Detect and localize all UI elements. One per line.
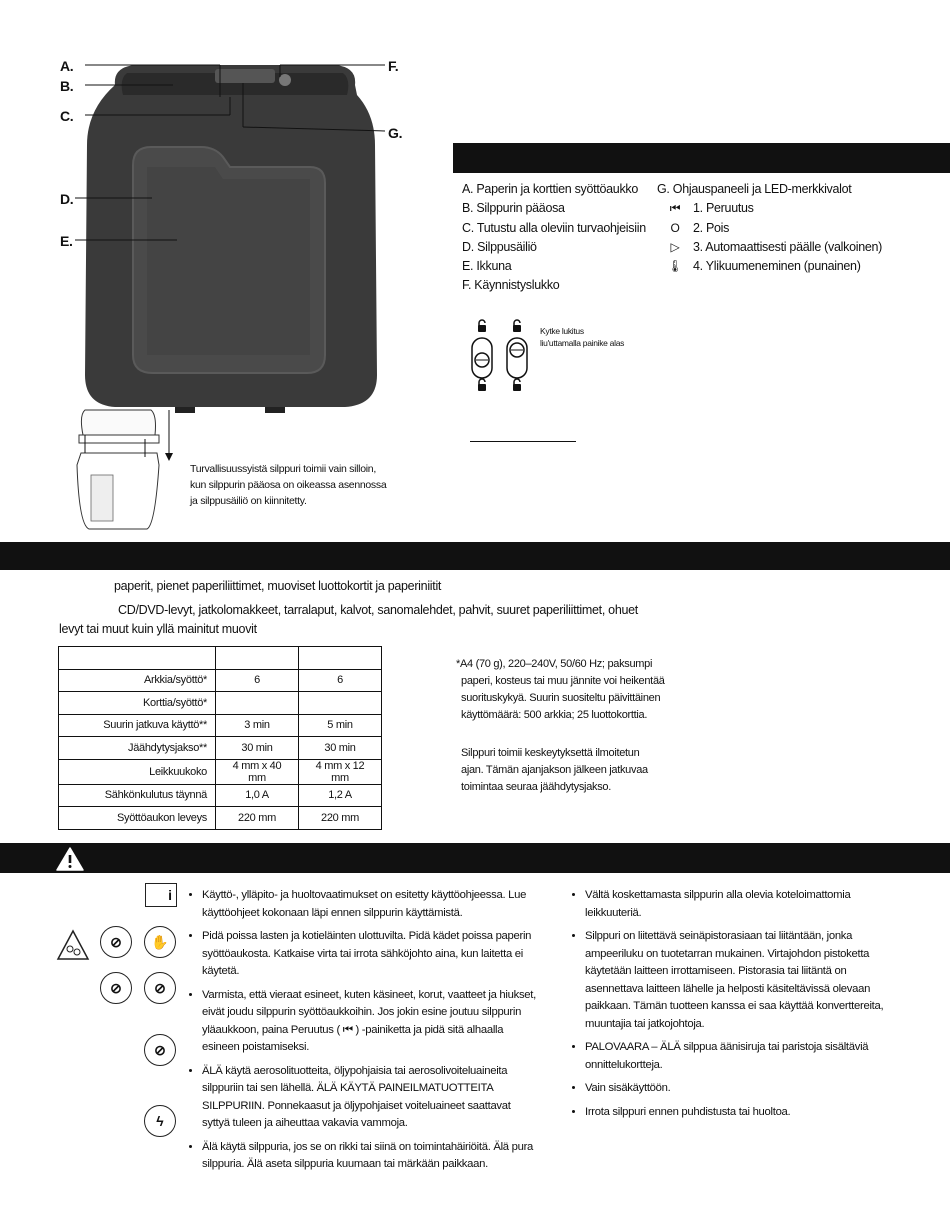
no-children-icon: ⊘: [100, 926, 132, 958]
no-aerosol-icon: ⊘: [144, 1034, 176, 1066]
spec-row: Syöttöaukon leveys 220 mm 220 mm: [59, 807, 382, 830]
control-auto-on: ▷ 3. Automaattisesti päälle (valkoinen): [657, 238, 882, 257]
control-panel-list: [657, 180, 882, 276]
spec-table: [58, 646, 382, 830]
warnings-header-bar: [0, 843, 950, 873]
thermometer-icon: 🌡: [667, 259, 683, 274]
lock-instructions: Kytke lukitus liu'uttamalla painike alas: [540, 326, 625, 348]
safety-note: Turvallisuussyistä silppuri toimii vain silloin, kun silppurin pääosa on oikeassa asennossa ja silppusäiliö on kiinnitetty.: [190, 463, 387, 507]
part-a: A. Paperin ja korttien syöttöaukko: [462, 182, 639, 196]
footnote-double-star: Silppuri toimii keskeytyksettä ilmoitetun ajan. Tämän ajanjakson jälkeen jatkuvaa toimintaa seuraa jäähdytysjakso.: [461, 747, 648, 793]
warning-item: • Irrota silppuri ennen puhdistusta tai huoltoa.: [585, 1104, 904, 1122]
spec-row: Leikkuukoko 4 mm x 40 mm 4 mm x 12 mm: [59, 759, 382, 784]
spec-row: Sähkönkulutus täynnä 1,0 A 1,2 A: [59, 784, 382, 807]
part-g: G. Ohjauspaneeli ja LED-merkkivalot: [657, 182, 852, 196]
callout-d: D.: [60, 191, 74, 207]
warnings-right: [569, 887, 904, 1127]
spec-row: Korttia/syöttö*: [59, 692, 382, 715]
shreds-line-1: paperit, pienet paperiliittimet, muoviset luottokortit ja paperiniitit: [114, 579, 442, 593]
specs-header-bar: [0, 542, 950, 570]
no-tie-icon: ⊘: [144, 972, 176, 1004]
part-c: C. Tutustu alla oleviin turvaohjeisiin: [462, 220, 646, 235]
warning-item: • ÄLÄ käytä aerosolituotteita, öljypohjaisia tai aerosolivoiteluaineita silppuriin tai sen lähellä. ÄLÄ KÄYTÄ PAINEILMATUOTTEITA SILPPURIIN. Ponnekaasut ja öljypohjaiset voiteluaineet saattavat syttyä tuleen ja aiheuttaa vakavia vammoja.: [202, 1063, 541, 1133]
warning-item: • Silppuri on liitettävä seinäpistorasiaan tai liitäntään, jonka ampeeriluku on tuotetarran mukainen. Virtajohdon pistoketta käytetään laitteen irrottamiseen. Pistorasia tai liitäntä on asennettava laitteen lähelle ja helposti käsiteltävissä olevaan paikkaan. Tämän tuotteen kanssa ei saa käyttää konverttereita, muuntajia tai jatkojohtoja.: [585, 928, 904, 1033]
footnote-star: *A4 (70 g), 220–240V, 50/60 Hz; paksumpi paperi, kosteus tai muu jännite voi heikentää suorituskykyä. Suurin suositeltu päivittäinen käyttömäärä: 500 arkkia; 25 luottokorttia.: [456, 658, 665, 721]
control-overheat: 🌡 4. Ylikuumeneminen (punainen): [657, 257, 882, 276]
part-f: F. Käynnistyslukko: [462, 278, 560, 293]
warning-item: • Varmista, että vieraat esineet, kuten käsineet, korut, vaatteet ja hiukset, eivät joudu silppurin syöttöaukkoihin. Jos jokin esine joutuu silppurin yläaukkoon, paina Peruutus ( ⏮ ) -painiketta ja pidä sitä alhaalla esineen poistamiseksi.: [202, 987, 541, 1057]
warning-item: • Vain sisäkäyttöön.: [585, 1080, 904, 1098]
warning-item: • Käyttö-, ylläpito- ja huoltovaatimukset on esitetty käyttöohjeessa. Lue käyttöohjeet kokonaan läpi ennen silppurin käyttämistä.: [202, 887, 541, 922]
part-e: E. Ikkuna: [462, 259, 512, 274]
play-icon: ▷: [670, 239, 680, 254]
control-off: O 2. Pois: [657, 219, 882, 238]
parts-list-left: [462, 180, 646, 296]
spec-row: Jäähdytysjakso** 30 min 30 min: [59, 737, 382, 760]
callout-c: C.: [60, 108, 74, 124]
warning-item: • PALOVAARA – ÄLÄ silppua äänisiruja tai paristoja sisältäviä onnittelukortteja.: [585, 1039, 904, 1074]
warning-item: • Älä käytä silppuria, jos se on rikki tai siinä on toimintahäiriöitä. Älä pura silppuria. Älä aseta silppuria kuumaan tai märkään paikkaan.: [202, 1139, 541, 1174]
callout-b: B.: [60, 78, 74, 94]
callout-f: F.: [388, 58, 399, 74]
spec-row: Suurin jatkuva käyttö** 3 min 5 min: [59, 714, 382, 737]
warnings-left: [186, 887, 541, 1180]
warning-item: • Vältä koskettamasta silppurin alla olevia koteloimattomia leikkuuteriä.: [585, 887, 904, 922]
no-hands-icon: ✋: [144, 926, 176, 958]
warning-triangle-icon: [55, 846, 85, 872]
electric-shock-icon: ϟ: [144, 1105, 176, 1137]
divider-rule: [470, 441, 576, 442]
warning-item: • Pidä poissa lasten ja kotieläinten ulottuvilta. Pidä kädet poissa paperin syöttöaukosta. Katkaise virta tai irrota sähköjohto aina, kun laitetta ei käytetä.: [202, 928, 541, 981]
control-reverse: ⏮ 1. Peruutus: [657, 199, 882, 218]
part-d: D. Silppusäiliö: [462, 239, 537, 254]
spec-header-row: [59, 647, 382, 670]
manual-icon: i: [145, 883, 177, 907]
no-hair-icon: ⊘: [100, 972, 132, 1004]
callout-e: E.: [60, 233, 73, 249]
off-icon: O: [670, 220, 680, 235]
callout-a: A.: [60, 58, 74, 74]
parts-header-bar: [453, 143, 950, 173]
not-shreds-line-1: CD/DVD-levyt, jatkolomakkeet, tarralaput, kalvot, sanomalehdet, pahvit, suuret paperiliittimet, ohuet: [118, 603, 638, 617]
sharp-blades-icon: [56, 928, 90, 962]
part-b: B. Silppurin pääosa: [462, 201, 565, 216]
lock-diagram: [468, 318, 538, 398]
callout-g: G.: [388, 125, 403, 141]
spec-row: Arkkia/syöttö* 6 6: [59, 669, 382, 692]
reverse-icon: ⏮: [669, 201, 681, 216]
not-shreds-line-2: levyt tai muut kuin yllä mainitut muovit: [59, 622, 257, 636]
